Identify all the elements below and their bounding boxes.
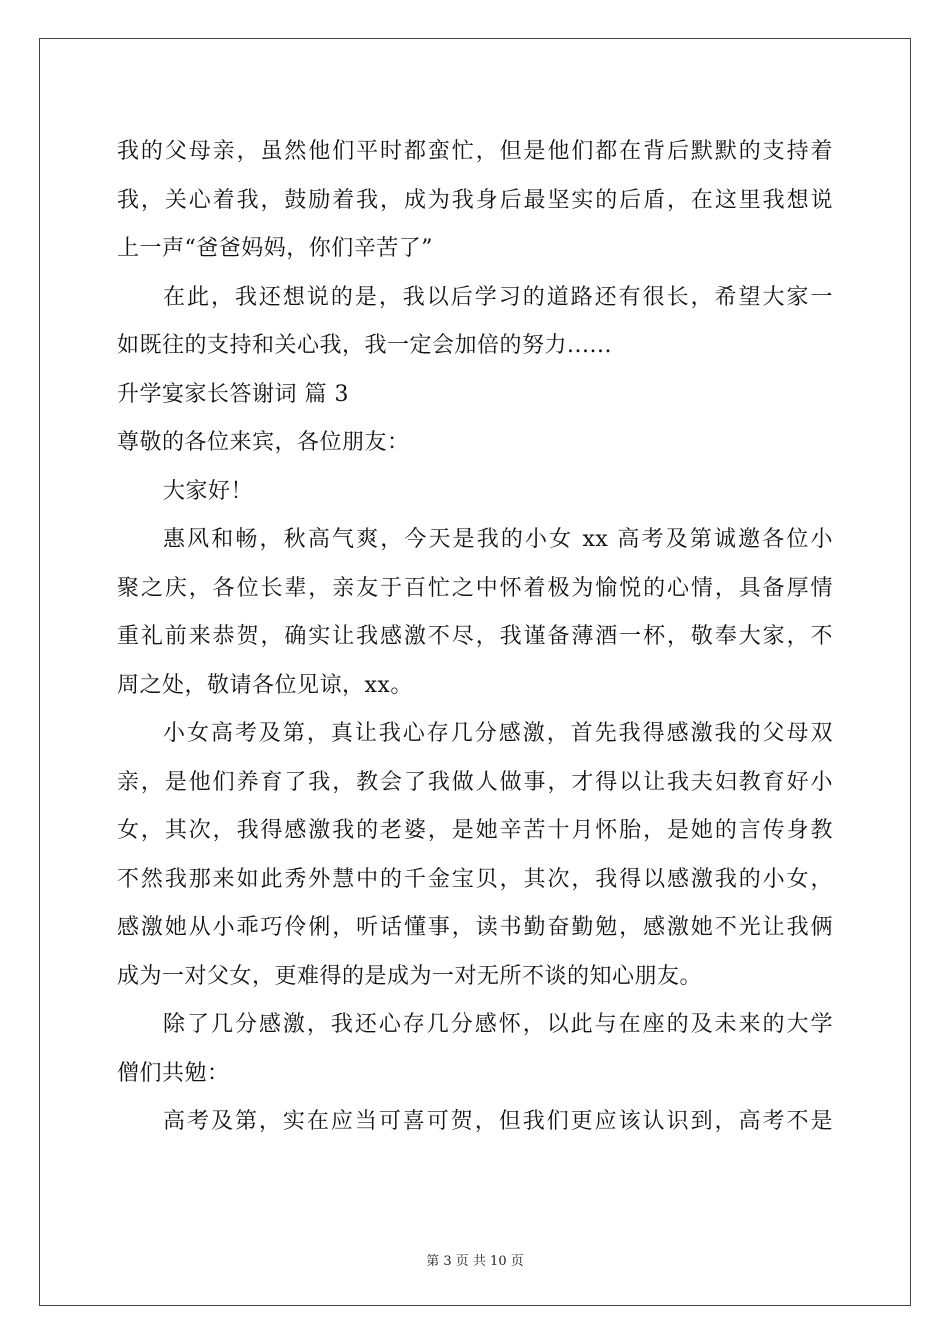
paragraph-start-line: 除了几分感激，我还心存几分感怀，以此与在座的及未来的大学 (163, 1012, 833, 1037)
text-line: 女，其次，我得感激我的老婆，是她辛苦十月怀胎，是她的言传身教 (117, 818, 833, 843)
text-line: 重礼前来恭贺，确实让我感激不尽，我谨备薄酒一杯，敬奉大家，不 (117, 624, 833, 649)
paragraph-start-line: 小女高考及第，真让我心存几分感激，首先我得感激我的父母双 (163, 721, 833, 746)
text-line: 聚之庆，各位长辈，亲友于百忙之中怀着极为愉悦的心情，具备厚情 (117, 575, 833, 601)
text-line: 我，关心着我，鼓励着我，成为我身后最坚实的后盾，在这里我想说 (117, 187, 833, 213)
salutation: 尊敬的各位来宾，各位朋友： (117, 430, 410, 455)
paragraph-start-line: 在此，我还想说的是，我以后学习的道路还有很长，希望大家一 (163, 284, 833, 310)
text-line: 不然我那来如此秀外慧中的千金宝贝，其次，我得以感激我的小女， (117, 866, 833, 892)
text-line: 周之处，敬请各位见谅，xx。 (117, 672, 413, 698)
text-line: 感激她从小乖巧伶俐，听话懂事，读书勤奋勤勉，感激她不光让我俩 (117, 915, 833, 940)
text-line: 上一声“爸爸妈妈，你们辛苦了” (117, 236, 433, 261)
paragraph-start-line: 惠风和畅，秋高气爽，今天是我的小女 xx 高考及第诚邀各位小 (163, 527, 833, 552)
greeting: 大家好！ (163, 478, 254, 504)
page-number-footer: 第 3 页 共 10 页 (426, 1254, 524, 1269)
text-line: 我的父母亲，虽然他们平时都蛮忙，但是他们都在背后默默的支持着 (117, 139, 833, 164)
text-line: 亲，是他们养育了我，教会了我做人做事，才得以让我夫妇教育好小 (117, 769, 833, 795)
text-line: 如既往的支持和关心我，我一定会加倍的努力...... (117, 333, 612, 358)
paragraph-start-line: 高考及第，实在应当可喜可贺，但我们更应该认识到，高考不是 (163, 1109, 833, 1134)
document-body (117, 128, 833, 1147)
text-line: 成为一对父女，更难得的是成为一对无所不谈的知心朋友。 (117, 963, 703, 989)
section-heading: 升学宴家长答谢词 篇 3 (117, 381, 349, 407)
text-line: 僧们共勉： (117, 1060, 230, 1086)
